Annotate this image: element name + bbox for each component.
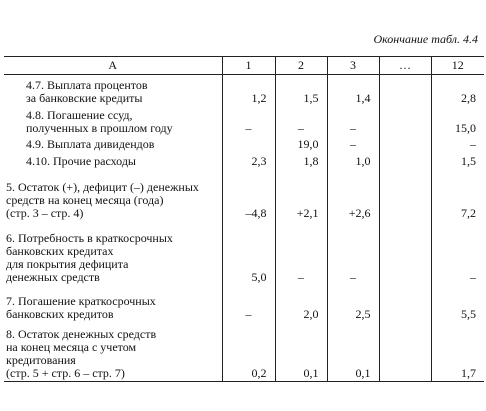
table-row [4,152,484,169]
cell-col-1 [222,136,275,152]
row-label: 4.7. Выплата процентов за банковские кредиты [26,77,148,105]
row-label: 4.9. Выплата дивидендов [26,136,155,151]
cell-col-1: 5,0 [222,221,275,285]
table-row [4,75,484,106]
cell-col-ellipsis [379,75,431,106]
cell-col-3: 1,0 [327,152,379,169]
row-label: 4.10. Прочие расходы [26,153,136,168]
row-label: 8. Остаток денежных средств на конец месяца с учетом кредитования (стр. 5 + стр. 6 – стр. 7) [4,322,222,382]
table-row [4,136,484,152]
header-col-ellipsis: … [379,57,431,75]
table-row [4,221,484,285]
cell-col-2: 19,0 [275,136,327,152]
cell-col-12: – [431,136,484,152]
table-row [4,322,484,382]
cell-col-1: – [222,285,275,322]
cell-col-3: – [327,106,379,136]
cell-col-2: 0,1 [275,322,327,382]
row-label: 7. Погашение краткосрочных банковских кредитов [6,293,156,321]
cash-flow-table [4,56,484,382]
cell-col-12: 2,8 [431,75,484,106]
cell-col-12: 5,5 [431,285,484,322]
cell-col-2: – [275,106,327,136]
cell-col-3: 2,5 [327,285,379,322]
cell-col-ellipsis [379,136,431,152]
cell-col-2: 1,8 [275,152,327,169]
cell-col-3: +2,6 [327,169,379,221]
cell-col-ellipsis [379,322,431,382]
cell-col-12: 7,2 [431,169,484,221]
cell-col-1: – [222,106,275,136]
table-row [4,285,484,322]
cell-col-1: –4,8 [222,169,275,221]
row-label: 6. Потребность в краткосрочных банковских кредитах для покрытия дефицита денежных средств [6,230,173,284]
table-caption: Окончание табл. 4.4 [373,32,478,46]
cell-col-2: +2,1 [275,169,327,221]
cell-col-12: – [431,221,484,285]
cell-col-ellipsis [379,169,431,221]
cell-col-1: 0,2 [222,322,275,382]
header-col-1: 1 [222,57,275,75]
cell-col-2: 1,5 [275,75,327,106]
cell-col-12: 1,7 [431,322,484,382]
cell-col-ellipsis [379,285,431,322]
header-col-2: 2 [275,57,327,75]
cell-col-3: – [327,136,379,152]
cell-col-1: 2,3 [222,152,275,169]
cell-col-12: 15,0 [431,106,484,136]
cell-col-2: – [275,221,327,285]
cell-col-3: 0,1 [327,322,379,382]
header-col-a: А [4,57,222,75]
cell-col-3: – [327,221,379,285]
cell-col-ellipsis [379,152,431,169]
cell-col-ellipsis [379,106,431,136]
cell-col-ellipsis [379,221,431,285]
cell-col-2: 2,0 [275,285,327,322]
cell-col-12: 1,5 [431,152,484,169]
table-row [4,169,484,221]
row-label: 5. Остаток (+), дефицит (–) денежных средств на конец месяца (года) (стр. 3 – стр. 4) [6,179,199,220]
header-row [4,57,484,75]
header-col-12: 12 [431,57,484,75]
header-col-3: 3 [327,57,379,75]
cell-col-1: 1,2 [222,75,275,106]
table-row [4,106,484,136]
cell-col-3: 1,4 [327,75,379,106]
row-label: 4.8. Погашение ссуд, полученных в прошлом году [26,107,173,135]
